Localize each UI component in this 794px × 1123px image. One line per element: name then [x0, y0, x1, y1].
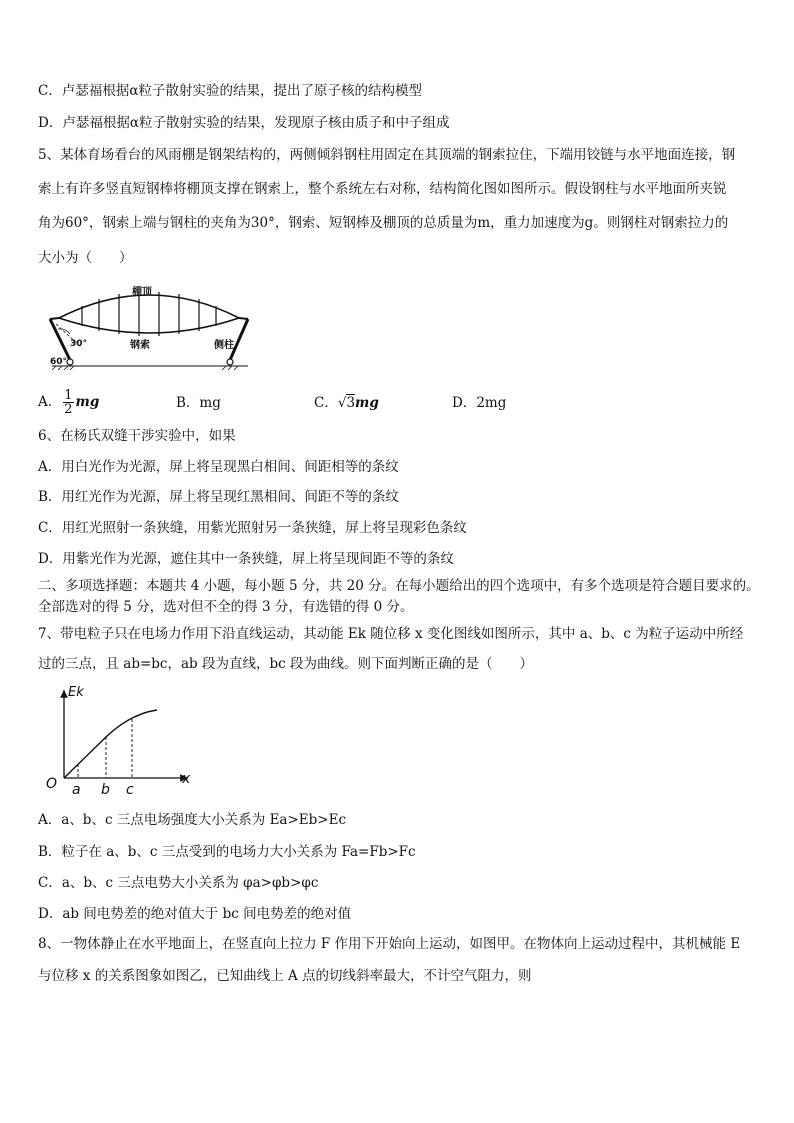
q5-option-a-denominator: 2	[64, 402, 73, 417]
q7-ek-x-graph	[40, 682, 200, 797]
q5-option-a-tail: mg	[75, 394, 100, 410]
fig7-point-a-label: a	[72, 782, 81, 797]
fig5-cable-label: 钢索	[130, 340, 150, 351]
q7-option-d: D．ab 间电势差的绝对值大于 bc 间电势差的绝对值	[38, 906, 352, 922]
q5-option-c-radicand: 3	[346, 395, 356, 411]
q5-text-line4: 大小为（ ）	[38, 250, 133, 266]
q6-option-b: B．用红光作为光源，屏上将呈现红黑相间、间距不等的条纹	[38, 489, 399, 505]
q8-text-line1: 8、一物体静止在水平地面上，在竖直向上拉力 F 作用下开始向上运动，如图甲。在物体向上运动过程中，其机械能 E	[38, 936, 741, 952]
fig7-point-b-label: b	[101, 782, 110, 797]
option-d-previous: D．卢瑟福根据α粒子散射实验的结果，发现原子核由质子和中子组成	[38, 115, 450, 131]
q7-text-line2: 过的三点，且 ab=bc，ab 段为直线，bc 段为曲线。则下面判断正确的是（ ）	[38, 656, 533, 672]
fig7-x-axis-label: x	[182, 771, 191, 787]
q5-option-c-tail: mg	[355, 395, 379, 411]
q7-option-c: C．a、b、c 三点电势大小关系为 φa>φb>φc	[38, 875, 319, 891]
q6-stem: 6、在杨氏双缝干涉实验中，如果	[38, 428, 236, 444]
option-c-previous: C．卢瑟福根据α粒子散射实验的结果，提出了原子核的结构模型	[38, 83, 422, 99]
section2-heading-line2: 全部选对的得 5 分，选对但不全的得 3 分，有选错的得 0 分。	[38, 599, 414, 615]
q8-text-line2: 与位移 x 的关系图象如图乙，已知曲线上 A 点的切线斜率最大，不计空气阻力，则	[38, 968, 532, 984]
fig5-roof-label: 棚顶	[132, 287, 152, 298]
q5-option-a-label: A．	[38, 394, 62, 410]
fig7-point-c-label: c	[126, 782, 134, 797]
q5-option-c-label: C．	[314, 395, 338, 411]
fig5-pillar-label: 侧柱	[214, 340, 234, 351]
fig7-y-axis-label: Ek	[68, 685, 84, 700]
q5-option-d: D．2mg	[452, 395, 507, 411]
q5-figure	[44, 282, 254, 370]
section2-heading-line1: 二、多项选择题：本题共 4 小题，每小题 5 分，共 20 分。在每小题给出的四个选项中，有多个选项是符合题目要求的。	[38, 578, 760, 594]
q6-option-c: C．用红光照射一条狭缝，用紫光照射另一条狭缝，屏上将呈现彩色条纹	[38, 520, 467, 536]
fig5-angle60-label: 60°	[50, 357, 68, 367]
q7-text-line1: 7、带电粒子只在电场力作用下沿直线运动，其动能 Ek 随位移 x 变化图线如图所示，其中 a、b、c 为粒子运动中所经	[38, 626, 744, 642]
fig5-angle30-label: 30°	[70, 339, 88, 349]
q6-option-a: A．用白光作为光源，屏上将呈现黑白相间、间距相等的条纹	[38, 459, 399, 475]
fig7-origin-label: O	[46, 776, 58, 792]
q5-option-a-numerator: 1	[64, 388, 73, 403]
q5-text-line3: 角为60°，钢索上端与钢柱的夹角为30°，钢索、短钢棒及棚顶的总质量为m，重力加速度为g。则钢柱对钢索拉力的	[38, 215, 729, 231]
q5-text-line1: 5、某体育场看台的风雨棚是钢架结构的，两侧倾斜钢柱用固定在其顶端的钢索拉住，下端用铰链与水平地面连接，钢	[38, 147, 736, 163]
q5-option-a-fraction	[63, 389, 73, 416]
q7-option-a: A．a、b、c 三点电场强度大小关系为 Ea>Eb>Ec	[38, 812, 347, 828]
q5-option-c	[314, 391, 379, 411]
q7-option-b: B．粒子在 a、b、c 三点受到的电场力大小关系为 Fa=Fb>Fc	[38, 844, 416, 860]
q6-option-d: D．用紫光作为光源，遮住其中一条狭缝，屏上将呈现间距不等的条纹	[38, 551, 454, 567]
q5-option-b: B．mg	[176, 395, 221, 411]
q5-text-line2: 索上有许多竖直短钢棒将棚顶支撑在钢索上，整个系统左右对称，结构简化图如图所示。假设钢柱与水平地面所夹锐	[38, 181, 727, 197]
sqrt-symbol: √	[337, 395, 347, 411]
q5-option-a	[38, 389, 99, 416]
